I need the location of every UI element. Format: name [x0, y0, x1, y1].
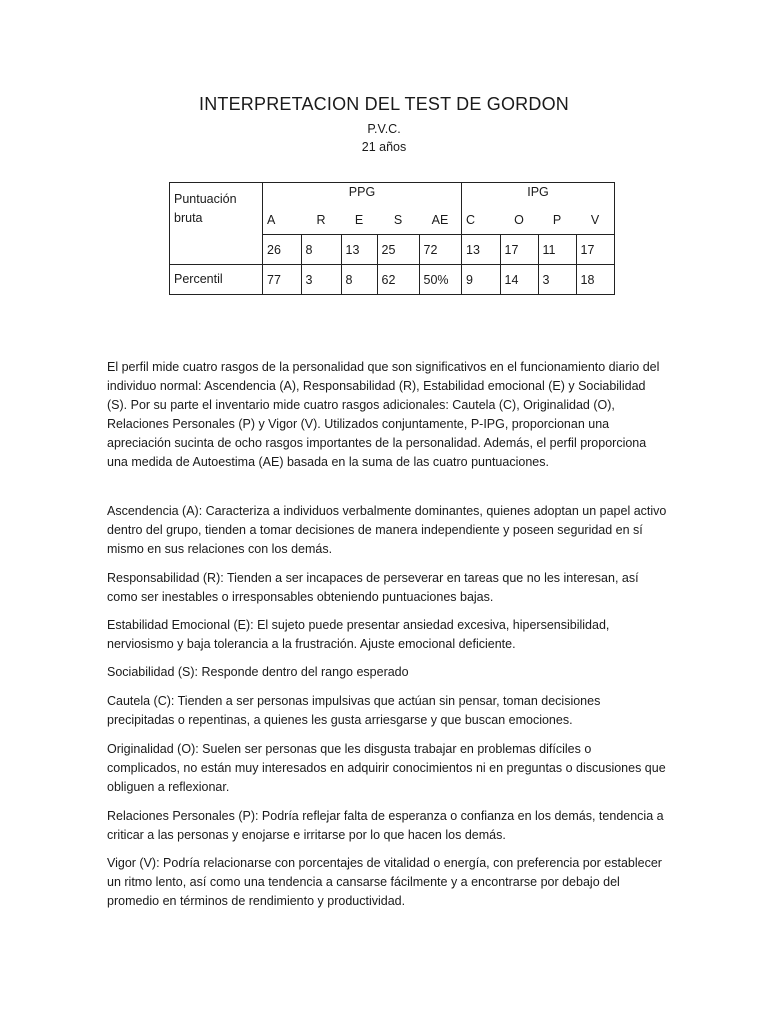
percentile-cell: 50% — [419, 265, 462, 295]
percentile-cell: 18 — [576, 265, 615, 295]
definition-cautela: Cautela (C): Tienden a ser personas impulsivas que actúan sin pensar, toman decisiones precipitadas o repentinas, a quienes les gusta arriesgarse y que buscan emociones. — [107, 694, 601, 727]
table-row — [170, 235, 615, 265]
scale-header: S — [377, 205, 419, 235]
raw-score-cell: 8 — [301, 235, 341, 265]
scale-header: AE — [419, 205, 462, 235]
raw-score-label: Puntuación bruta — [170, 183, 263, 235]
subject-age: 21 años — [361, 140, 407, 154]
scale-header: R — [301, 205, 341, 235]
definition-relaciones: Relaciones Personales (P): Podría reflejar falta de esperanza o confianza en los demás, tendencia a criticar a las personas y enojarse e irritarse por lo que hacen los demás. — [107, 809, 664, 842]
definition-originalidad: Originalidad (O): Suelen ser personas que les disgusta trabajar en problemas difíciles o complicados, no están muy interesados en adquirir conocimientos ni en preguntas o discusiones que obliguen a reflexionar. — [107, 742, 666, 794]
raw-score-cell: 13 — [341, 235, 377, 265]
scores-table — [169, 182, 615, 295]
raw-score-cell: 72 — [419, 235, 462, 265]
percentile-cell: 8 — [341, 265, 377, 295]
percentile-label: Percentil — [170, 265, 263, 295]
scale-header: E — [341, 205, 377, 235]
percentile-cell: 3 — [301, 265, 341, 295]
percentile-cell: 14 — [500, 265, 538, 295]
raw-score-cell: 17 — [500, 235, 538, 265]
definition-sociabilidad: Sociabilidad (S): Responde dentro del rango esperado — [107, 665, 409, 679]
scale-header: P — [538, 205, 576, 235]
group-ppg-label: PPG — [263, 183, 462, 206]
raw-score-label-cont — [170, 235, 263, 265]
definition-estabilidad: Estabilidad Emocional (E): El sujeto puede presentar ansiedad excesiva, hipersensibilidad, nerviosismo y baja tolerancia a la frustración. Ajuste emocional deficiente. — [107, 618, 610, 651]
scale-header: C — [462, 205, 501, 235]
intro-paragraph: El perfil mide cuatro rasgos de la personalidad que son significativos en el funcionamiento diario del individuo normal: Ascendencia (A), Responsabilidad (R), Estabilidad emocional (E) y Sociabilidad (S). Por su parte el inventario mide cuatro rasgos adicionales: Cautela (C), Originalidad (O), Relaciones Personales (P) y Vigor (V). Utilizados conjuntamente, P-IPG, proporcionan una apreciación sucinta de ocho rasgos importantes de la personalidad. Además, el perfil proporciona una medida de Autoestima (AE) basada en la suma de las cuatro puntuaciones. — [107, 360, 660, 469]
raw-score-cell: 13 — [462, 235, 501, 265]
definition-responsabilidad: Responsabilidad (R): Tienden a ser incapaces de perseverar en tareas que no les interesan, así como ser inestables o irresponsables obteniendo puntuaciones bajas. — [107, 571, 639, 604]
percentile-cell: 9 — [462, 265, 501, 295]
definition-vigor: Vigor (V): Podría relacionarse con porcentajes de vitalidad o energía, con preferencia por establecer un ritmo lento, así como una tendencia a cansarse fácilmente y a encontrarse por debajo del promedio en términos de rendimiento y productividad. — [107, 856, 662, 908]
definition-ascendencia: Ascendencia (A): Caracteriza a individuos verbalmente dominantes, quienes adoptan un papel activo dentro del grupo, tienden a tomar decisiones de manera independiente y poseen seguridad en sí mismo en sus relaciones con los demás. — [107, 504, 667, 556]
percentile-cell: 77 — [263, 265, 302, 295]
raw-score-cell: 17 — [576, 235, 615, 265]
group-ipg-label: IPG — [462, 183, 615, 206]
raw-score-cell: 25 — [377, 235, 419, 265]
raw-score-cell: 11 — [538, 235, 576, 265]
document-title: INTERPRETACION DEL TEST DE GORDON — [199, 94, 569, 114]
scale-header: A — [263, 205, 302, 235]
table-row — [170, 265, 615, 295]
percentile-cell: 3 — [538, 265, 576, 295]
table-group-row — [170, 183, 615, 206]
scale-header: O — [500, 205, 538, 235]
raw-score-cell: 26 — [263, 235, 302, 265]
scale-header: V — [576, 205, 615, 235]
subject-code: P.V.C. — [367, 122, 401, 136]
percentile-cell: 62 — [377, 265, 419, 295]
